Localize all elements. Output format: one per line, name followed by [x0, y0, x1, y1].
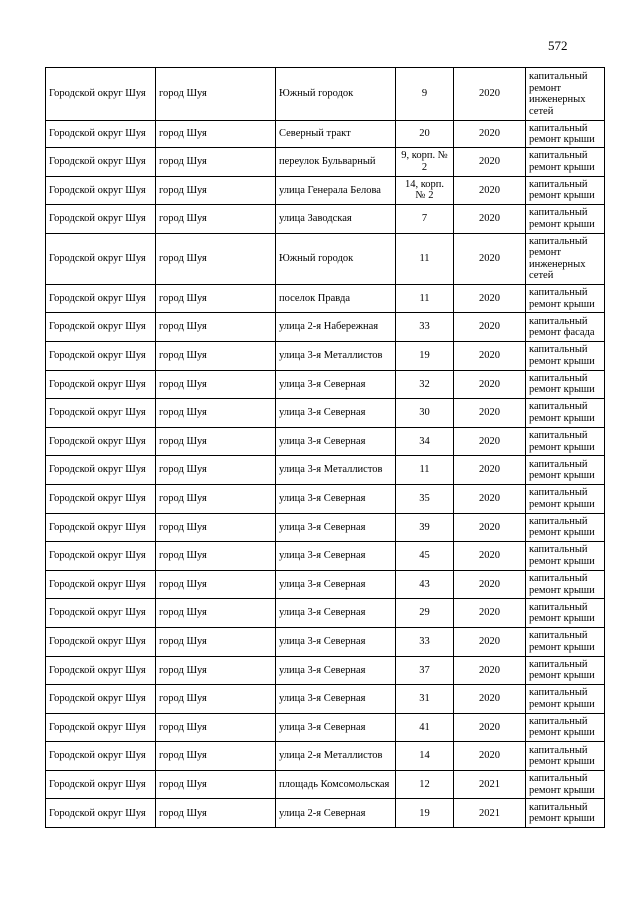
street-cell: улица 3-я Северная — [276, 627, 396, 656]
city-cell: город Шуя — [156, 399, 276, 428]
district-cell: Городской округ Шуя — [46, 513, 156, 542]
table-row — [46, 148, 605, 177]
table-row — [46, 456, 605, 485]
street-cell: улица 3-я Северная — [276, 542, 396, 571]
house-number-cell: 20 — [396, 121, 454, 148]
house-number-cell: 11 — [396, 284, 454, 313]
house-number-cell: 11 — [396, 456, 454, 485]
table-row — [46, 685, 605, 714]
work-type-cell: капитальный ремонт крыши — [526, 399, 605, 428]
street-cell: улица 3-я Северная — [276, 656, 396, 685]
work-type-cell: капитальный ремонт инженерных сетей — [526, 68, 605, 121]
year-cell: 2020 — [454, 656, 526, 685]
city-cell: город Шуя — [156, 68, 276, 121]
city-cell: город Шуя — [156, 770, 276, 799]
city-cell: город Шуя — [156, 799, 276, 828]
street-cell: улица 3-я Северная — [276, 570, 396, 599]
house-number-cell: 31 — [396, 685, 454, 714]
house-number-cell: 37 — [396, 656, 454, 685]
house-number-cell: 32 — [396, 370, 454, 399]
year-cell: 2020 — [454, 233, 526, 284]
district-cell: Городской округ Шуя — [46, 713, 156, 742]
work-type-cell: капитальный ремонт крыши — [526, 770, 605, 799]
house-number-cell: 7 — [396, 205, 454, 234]
street-cell: Северный тракт — [276, 121, 396, 148]
table-row — [46, 656, 605, 685]
page-number: 572 — [548, 38, 568, 53]
street-cell: улица 3-я Северная — [276, 427, 396, 456]
city-cell: город Шуя — [156, 456, 276, 485]
work-type-cell: капитальный ремонт инженерных сетей — [526, 233, 605, 284]
work-type-cell: капитальный ремонт крыши — [526, 456, 605, 485]
year-cell: 2020 — [454, 599, 526, 628]
house-number-cell: 12 — [396, 770, 454, 799]
year-cell: 2020 — [454, 427, 526, 456]
street-cell: улица 3-я Северная — [276, 685, 396, 714]
table-row — [46, 799, 605, 828]
city-cell: город Шуя — [156, 121, 276, 148]
street-cell: Южный городок — [276, 68, 396, 121]
district-cell: Городской округ Шуя — [46, 742, 156, 771]
table-row — [46, 205, 605, 234]
work-type-cell: капитальный ремонт крыши — [526, 656, 605, 685]
year-cell: 2020 — [454, 341, 526, 370]
street-cell: поселок Правда — [276, 284, 396, 313]
district-cell: Городской округ Шуя — [46, 599, 156, 628]
district-cell: Городской округ Шуя — [46, 148, 156, 177]
house-number-cell: 35 — [396, 484, 454, 513]
city-cell: город Шуя — [156, 176, 276, 205]
table-row — [46, 770, 605, 799]
house-number-cell: 41 — [396, 713, 454, 742]
table-row — [46, 599, 605, 628]
district-cell: Городской округ Шуя — [46, 799, 156, 828]
year-cell: 2020 — [454, 742, 526, 771]
table-row — [46, 233, 605, 284]
street-cell: улица 2-я Металлистов — [276, 742, 396, 771]
district-cell: Городской округ Шуя — [46, 176, 156, 205]
district-cell: Городской округ Шуя — [46, 627, 156, 656]
street-cell: улица 2-я Набережная — [276, 313, 396, 342]
district-cell: Городской округ Шуя — [46, 542, 156, 571]
house-number-cell: 30 — [396, 399, 454, 428]
house-number-cell: 33 — [396, 627, 454, 656]
year-cell: 2020 — [454, 313, 526, 342]
district-cell: Городской округ Шуя — [46, 484, 156, 513]
district-cell: Городской округ Шуя — [46, 341, 156, 370]
city-cell: город Шуя — [156, 570, 276, 599]
year-cell: 2020 — [454, 370, 526, 399]
district-cell: Городской округ Шуя — [46, 570, 156, 599]
house-number-cell: 29 — [396, 599, 454, 628]
house-number-cell: 19 — [396, 799, 454, 828]
house-number-cell: 33 — [396, 313, 454, 342]
work-type-cell: капитальный ремонт крыши — [526, 570, 605, 599]
table-row — [46, 370, 605, 399]
table-body — [46, 68, 605, 828]
table-row — [46, 427, 605, 456]
street-cell: улица Заводская — [276, 205, 396, 234]
city-cell: город Шуя — [156, 313, 276, 342]
street-cell: Южный городок — [276, 233, 396, 284]
year-cell: 2020 — [454, 542, 526, 571]
house-number-cell: 11 — [396, 233, 454, 284]
district-cell: Городской округ Шуя — [46, 68, 156, 121]
work-type-cell: капитальный ремонт крыши — [526, 148, 605, 177]
table-row — [46, 313, 605, 342]
city-cell: город Шуя — [156, 656, 276, 685]
city-cell: город Шуя — [156, 341, 276, 370]
city-cell: город Шуя — [156, 148, 276, 177]
house-number-cell: 14 — [396, 742, 454, 771]
street-cell: улица 3-я Северная — [276, 399, 396, 428]
work-type-cell: капитальный ремонт крыши — [526, 176, 605, 205]
city-cell: город Шуя — [156, 370, 276, 399]
city-cell: город Шуя — [156, 685, 276, 714]
district-cell: Городской округ Шуя — [46, 313, 156, 342]
district-cell: Городской округ Шуя — [46, 685, 156, 714]
city-cell: город Шуя — [156, 284, 276, 313]
work-type-cell: капитальный ремонт крыши — [526, 484, 605, 513]
street-cell: переулок Бульварный — [276, 148, 396, 177]
city-cell: город Шуя — [156, 427, 276, 456]
street-cell: улица 2-я Северная — [276, 799, 396, 828]
work-type-cell: капитальный ремонт крыши — [526, 713, 605, 742]
work-type-cell: капитальный ремонт крыши — [526, 121, 605, 148]
work-type-cell: капитальный ремонт крыши — [526, 627, 605, 656]
work-type-cell: капитальный ремонт крыши — [526, 742, 605, 771]
table-row — [46, 176, 605, 205]
city-cell: город Шуя — [156, 599, 276, 628]
year-cell: 2021 — [454, 799, 526, 828]
table-row — [46, 341, 605, 370]
street-cell: улица 3-я Металлистов — [276, 341, 396, 370]
table-row — [46, 627, 605, 656]
table-row — [46, 484, 605, 513]
table-row — [46, 713, 605, 742]
house-number-cell: 14, корп. № 2 — [396, 176, 454, 205]
city-cell: город Шуя — [156, 542, 276, 571]
work-type-cell: капитальный ремонт крыши — [526, 284, 605, 313]
year-cell: 2020 — [454, 513, 526, 542]
table-row — [46, 513, 605, 542]
table-row — [46, 570, 605, 599]
house-number-cell: 45 — [396, 542, 454, 571]
city-cell: город Шуя — [156, 233, 276, 284]
street-cell: улица 3-я Северная — [276, 599, 396, 628]
district-cell: Городской округ Шуя — [46, 121, 156, 148]
district-cell: Городской округ Шуя — [46, 284, 156, 313]
city-cell: город Шуя — [156, 627, 276, 656]
table-row — [46, 121, 605, 148]
year-cell: 2020 — [454, 176, 526, 205]
city-cell: город Шуя — [156, 742, 276, 771]
district-cell: Городской округ Шуя — [46, 370, 156, 399]
district-cell: Городской округ Шуя — [46, 205, 156, 234]
house-number-cell: 19 — [396, 341, 454, 370]
year-cell: 2020 — [454, 484, 526, 513]
year-cell: 2020 — [454, 121, 526, 148]
house-number-cell: 34 — [396, 427, 454, 456]
year-cell: 2020 — [454, 399, 526, 428]
street-cell: улица Генерала Белова — [276, 176, 396, 205]
table-row — [46, 68, 605, 121]
work-type-cell: капитальный ремонт крыши — [526, 542, 605, 571]
street-cell: площадь Комсомольская — [276, 770, 396, 799]
work-type-cell: капитальный ремонт крыши — [526, 341, 605, 370]
district-cell: Городской округ Шуя — [46, 770, 156, 799]
work-type-cell: капитальный ремонт крыши — [526, 513, 605, 542]
street-cell: улица 3-я Северная — [276, 713, 396, 742]
street-cell: улица 3-я Металлистов — [276, 456, 396, 485]
work-type-cell: капитальный ремонт крыши — [526, 799, 605, 828]
house-number-cell: 39 — [396, 513, 454, 542]
table-row — [46, 399, 605, 428]
house-number-cell: 9 — [396, 68, 454, 121]
district-cell: Городской округ Шуя — [46, 399, 156, 428]
city-cell: город Шуя — [156, 205, 276, 234]
table-row — [46, 742, 605, 771]
district-cell: Городской округ Шуя — [46, 427, 156, 456]
work-type-cell: капитальный ремонт фасада — [526, 313, 605, 342]
work-type-cell: капитальный ремонт крыши — [526, 370, 605, 399]
house-number-cell: 43 — [396, 570, 454, 599]
street-cell: улица 3-я Северная — [276, 513, 396, 542]
district-cell: Городской округ Шуя — [46, 233, 156, 284]
year-cell: 2020 — [454, 68, 526, 121]
year-cell: 2020 — [454, 456, 526, 485]
work-type-cell: капитальный ремонт крыши — [526, 427, 605, 456]
repair-schedule-table — [45, 67, 605, 828]
street-cell: улица 3-я Северная — [276, 484, 396, 513]
street-cell: улица 3-я Северная — [276, 370, 396, 399]
district-cell: Городской округ Шуя — [46, 656, 156, 685]
city-cell: город Шуя — [156, 484, 276, 513]
year-cell: 2020 — [454, 627, 526, 656]
work-type-cell: капитальный ремонт крыши — [526, 205, 605, 234]
work-type-cell: капитальный ремонт крыши — [526, 685, 605, 714]
table-row — [46, 542, 605, 571]
house-number-cell: 9, корп. № 2 — [396, 148, 454, 177]
year-cell: 2020 — [454, 148, 526, 177]
year-cell: 2020 — [454, 205, 526, 234]
district-cell: Городской округ Шуя — [46, 456, 156, 485]
city-cell: город Шуя — [156, 513, 276, 542]
year-cell: 2020 — [454, 713, 526, 742]
table-row — [46, 284, 605, 313]
year-cell: 2021 — [454, 770, 526, 799]
work-type-cell: капитальный ремонт крыши — [526, 599, 605, 628]
year-cell: 2020 — [454, 685, 526, 714]
year-cell: 2020 — [454, 284, 526, 313]
year-cell: 2020 — [454, 570, 526, 599]
city-cell: город Шуя — [156, 713, 276, 742]
